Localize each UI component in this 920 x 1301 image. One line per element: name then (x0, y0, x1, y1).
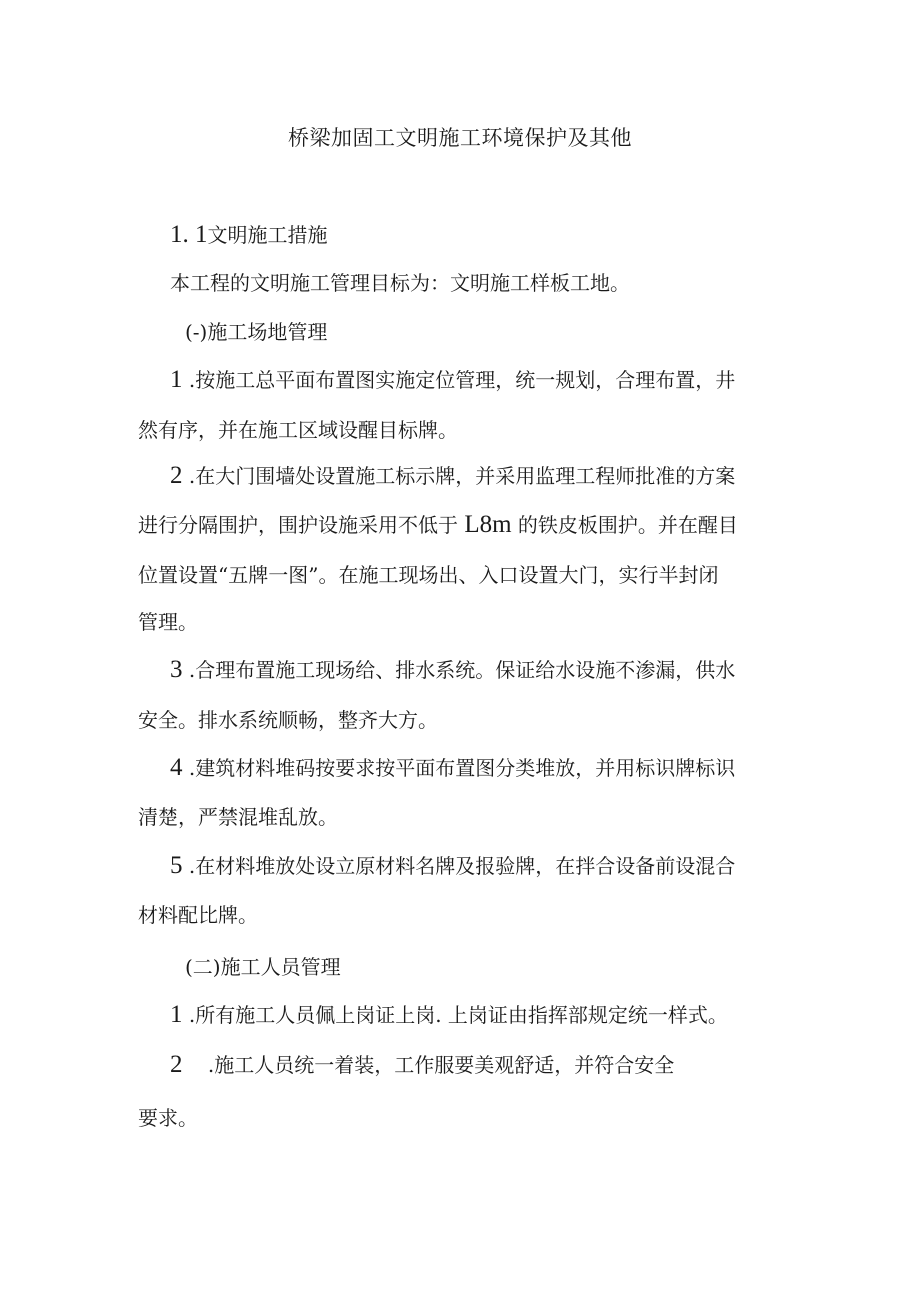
intro-paragraph: 本工程的文明施工管理目标为：文明施工样板工地。 (170, 271, 630, 295)
item-text-continuation: 清楚，严禁混堆乱放。 (138, 805, 338, 829)
item-text-line: .合理布置施工现场给、排水系统。保证给水设施不渗漏，供水 (182, 658, 736, 682)
list-item (170, 1050, 674, 1080)
list-item (170, 753, 735, 783)
item-text-line: .按施工总平面布置图实施定位管理，统一规划，合理布置，井 (182, 368, 736, 392)
section-number: 1. 1 (170, 221, 208, 248)
list-item (170, 1000, 728, 1030)
document-title: 桥梁加固工文明施工环境保护及其他 (288, 126, 632, 150)
item-text-part: 的铁皮板围护。并在醒目 (511, 513, 738, 537)
item-text-line: .施工人员统一着装，工作服要美观舒适，并符合安全 (182, 1053, 675, 1077)
subsection-heading-personnel: (二)施工人员管理 (185, 955, 341, 979)
item-number: 3 (170, 656, 183, 683)
subsection-heading-site: (-)施工场地管理 (185, 320, 328, 344)
list-item (170, 461, 735, 491)
item-text-continuation (138, 510, 738, 540)
item-number: 2 (170, 1051, 183, 1078)
section-title: 文明施工措施 (207, 223, 328, 247)
item-number: 4 (170, 754, 183, 781)
height-value: L8m (464, 511, 512, 538)
item-text-line: .在材料堆放处设立原材料名牌及报验牌，在拌合设备前设混合 (182, 854, 736, 878)
item-number: 5 (170, 852, 183, 879)
item-text-line: .所有施工人员佩上岗证上岗. 上岗证由指挥部规定统一样式。 (182, 1003, 728, 1027)
item-text-line: .在大门围墙处设置施工标示牌，并采用监理工程师批准的方案 (182, 464, 736, 488)
list-item (170, 655, 735, 685)
item-text-continuation: 然有序，并在施工区域设醒目标牌。 (138, 418, 458, 442)
item-number: 1 (170, 1001, 183, 1028)
item-text-continuation: 要求。 (138, 1106, 198, 1130)
item-text-part: 进行分隔围护，围护设施采用不低于 (138, 513, 465, 537)
item-text-continuation: 材料配比牌。 (138, 903, 258, 927)
item-number: 1 (170, 366, 183, 393)
list-item (170, 851, 735, 881)
item-text-continuation: 安全。排水系统顺畅，整齐大方。 (138, 708, 438, 732)
list-item (170, 365, 735, 395)
item-number: 2 (170, 462, 183, 489)
section-heading (170, 220, 328, 250)
item-text-continuation: 管理。 (138, 610, 198, 634)
item-text-continuation: 位置设置“五牌一图”。在施工现场出、入口设置大门，实行半封闭 (138, 563, 719, 587)
item-text-line: .建筑材料堆码按要求按平面布置图分类堆放，并用标识牌标识 (182, 756, 736, 780)
